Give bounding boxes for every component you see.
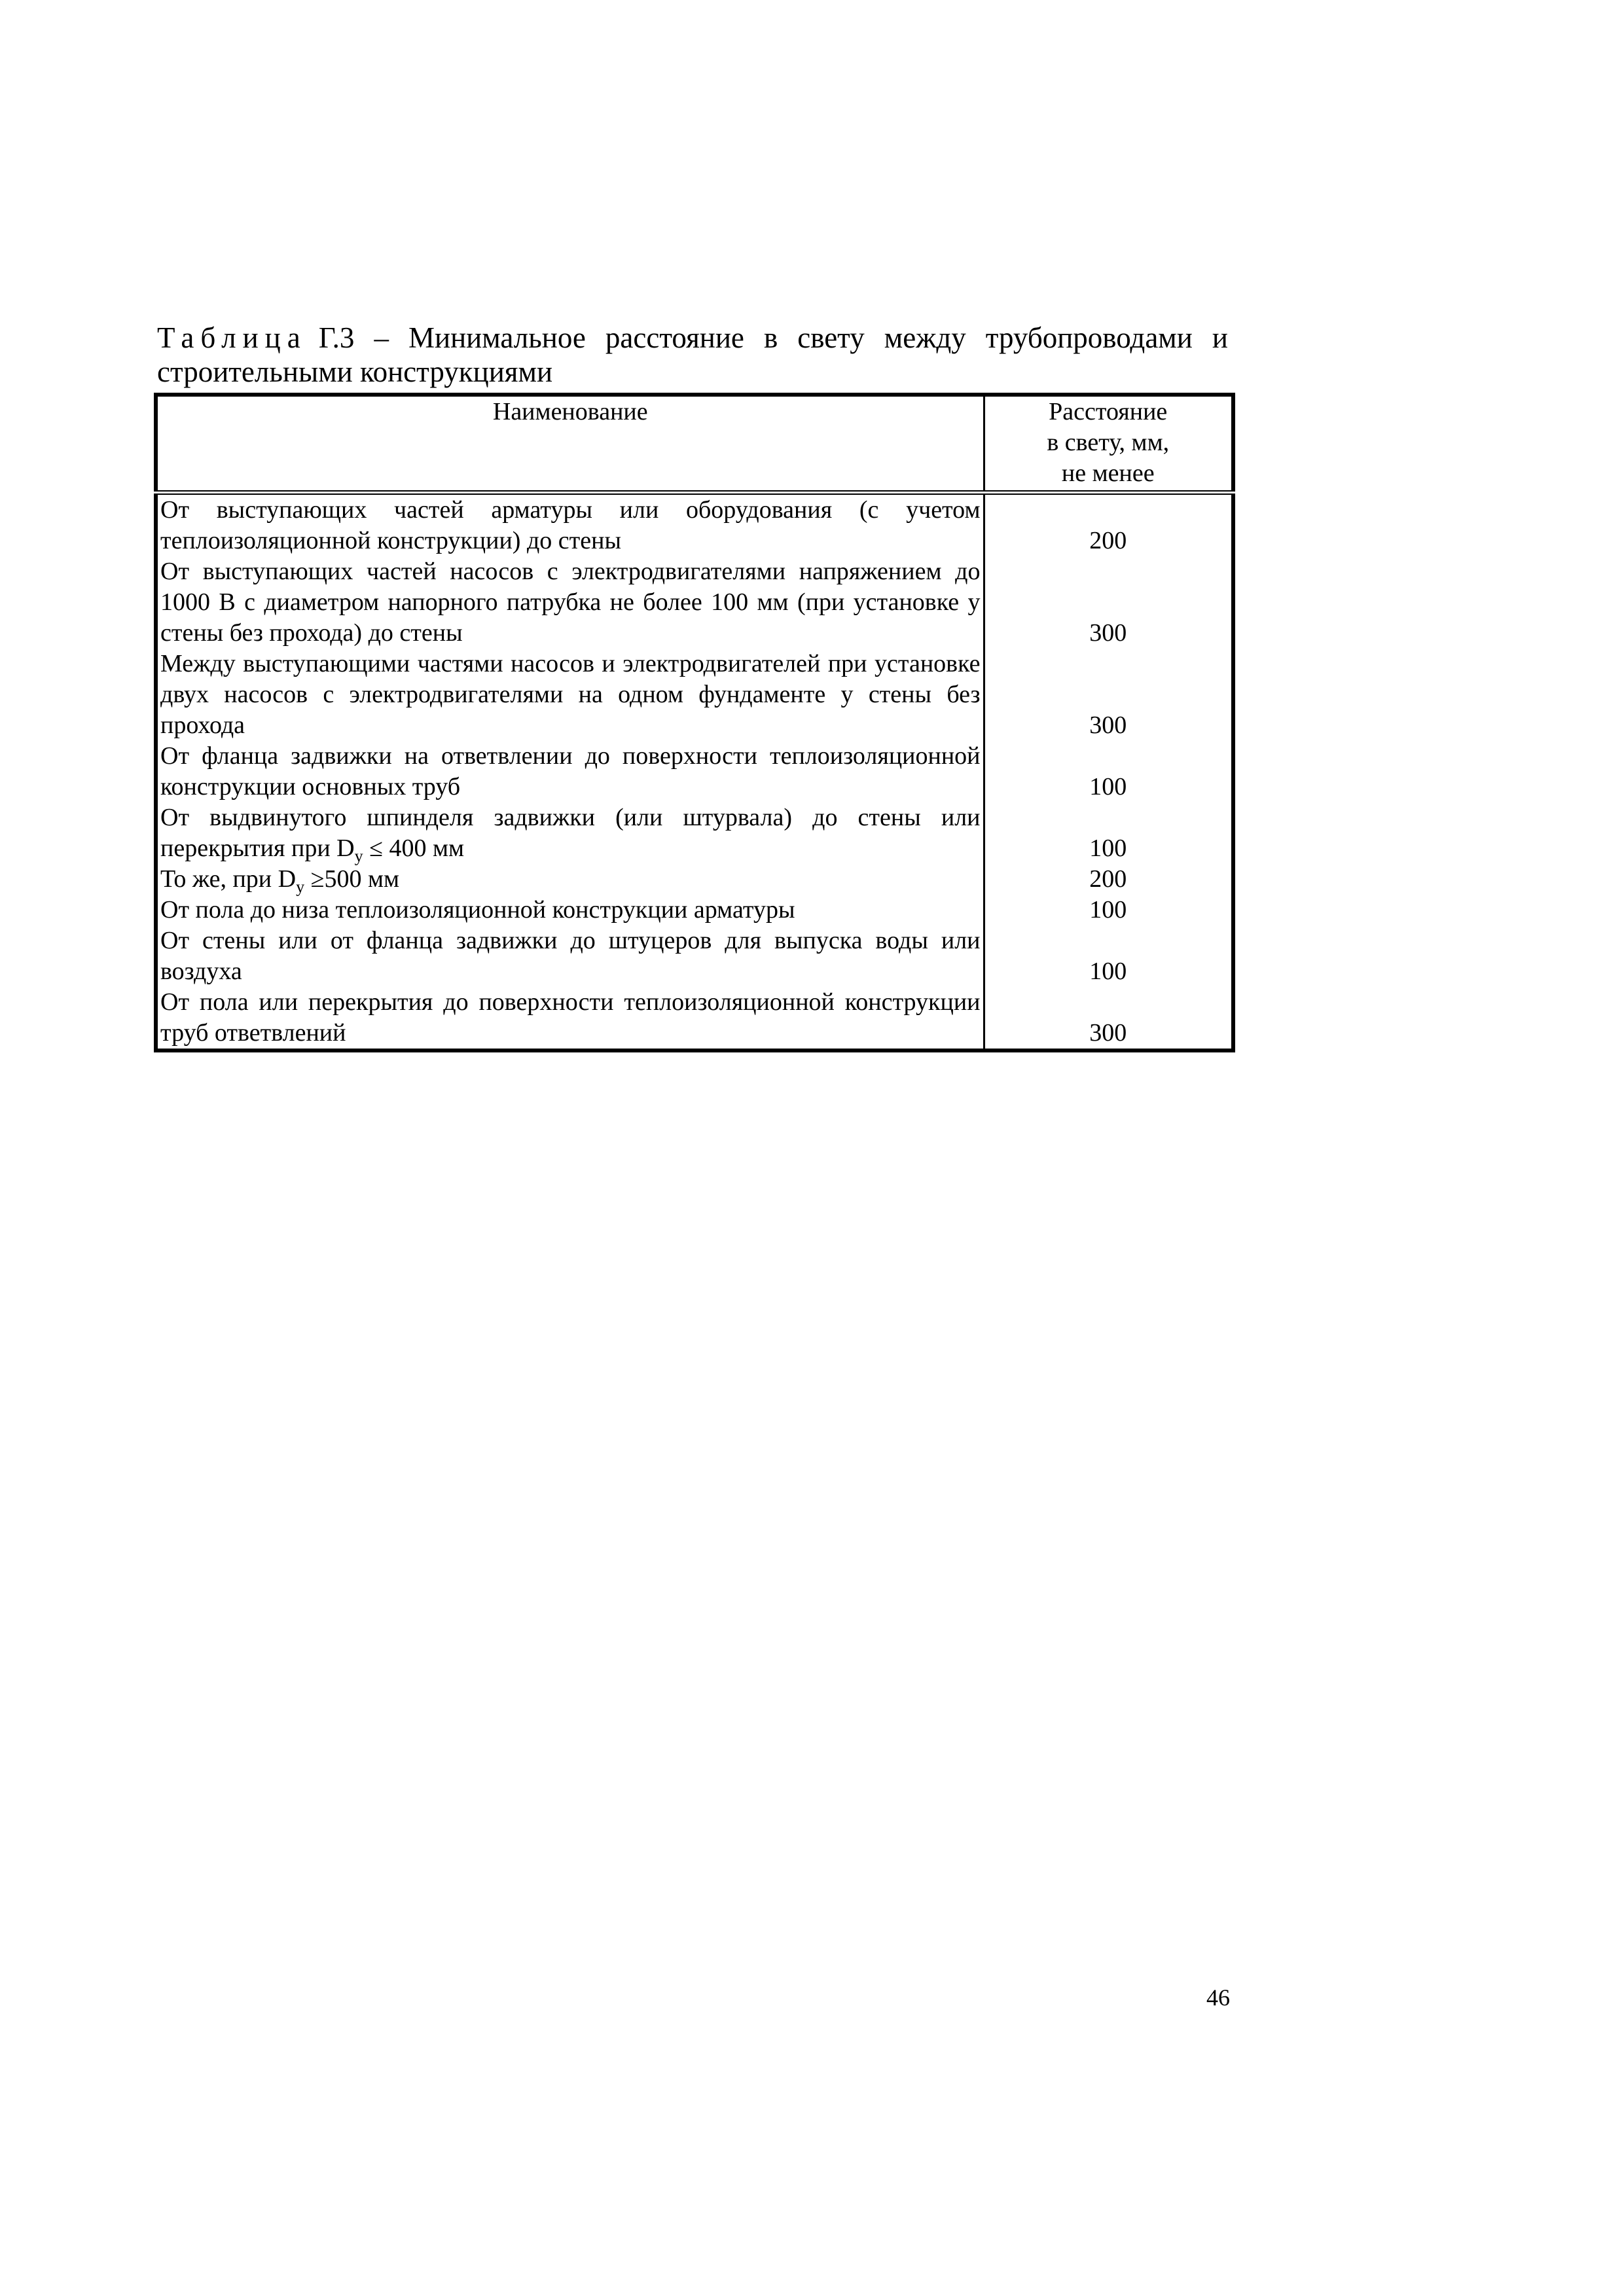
- header-value: [984, 395, 1233, 493]
- table-row: [156, 987, 1233, 1050]
- table-row: [156, 802, 1233, 864]
- caption-text: Г.3 – Минимальное расстояние в свету между трубопроводами и строительными конструкциями: [157, 321, 1228, 388]
- subscript-y: у: [296, 877, 305, 897]
- table-row: [156, 895, 1233, 925]
- header-value-line: не менее: [1061, 459, 1155, 487]
- row-name: От пола до низа теплоизоляционной конструкции арматуры: [156, 895, 984, 925]
- row-value: 200: [1089, 527, 1127, 554]
- row-name: От фланца задвижки на ответвлении до поверхности теплоизоляционной конструкции основных труб: [156, 741, 984, 802]
- row-name: Между выступающими частями насосов и электродвигателей при установке двух насосов с электродвигателями на одном фундаменте у стены без прохода: [156, 649, 984, 741]
- row-name-text: От выдвинутого шпинделя задвижки (или штурвала) до стены или перекрытия при D: [160, 804, 981, 862]
- header-value-line: в свету, мм,: [1047, 429, 1170, 456]
- clearance-table: [154, 393, 1235, 1052]
- row-value: 100: [1089, 773, 1127, 800]
- table-row: [156, 556, 1233, 649]
- table-row: [156, 741, 1233, 802]
- row-value: 100: [1089, 834, 1127, 862]
- row-name: От выступающих частей насосов с электродвигателями напряжением до 1000 В с диаметром напорного патрубка не более 100 мм (при установке у стены без прохода) до стены: [156, 556, 984, 649]
- table-row: [156, 864, 1233, 895]
- table-row: [156, 493, 1233, 557]
- table-header-row: [156, 395, 1233, 493]
- table-row: [156, 925, 1233, 987]
- table-caption: [157, 321, 1228, 389]
- row-name-text: ≥500 мм: [304, 865, 400, 893]
- row-name: От стены или от фланца задвижки до штуцеров для выпуска воды или воздуха: [156, 925, 984, 987]
- page-number: 46: [1206, 1984, 1230, 2011]
- row-name-text: ≤ 400 мм: [363, 834, 465, 862]
- row-name: [156, 802, 984, 864]
- row-name: От пола или перекрытия до поверхности теплоизоляционной конструкции труб ответвлений: [156, 987, 984, 1050]
- row-value: 100: [1089, 958, 1127, 985]
- row-name: От выступающих частей арматуры или оборудования (с учетом теплоизоляционной конструкции) до стены: [156, 493, 984, 557]
- header-value-line: Расстояние: [1049, 398, 1168, 425]
- row-value: 100: [1089, 896, 1127, 924]
- row-name-text: То же, при D: [160, 865, 297, 893]
- caption-lead: Таблица: [157, 321, 307, 354]
- header-name: Наименование: [156, 395, 984, 493]
- row-value: 300: [1089, 619, 1127, 647]
- table-row: [156, 649, 1233, 741]
- row-value: 300: [1089, 711, 1127, 739]
- row-value: 200: [1089, 865, 1127, 893]
- row-name: [156, 864, 984, 895]
- subscript-y: у: [354, 846, 363, 866]
- row-value: 300: [1089, 1019, 1127, 1047]
